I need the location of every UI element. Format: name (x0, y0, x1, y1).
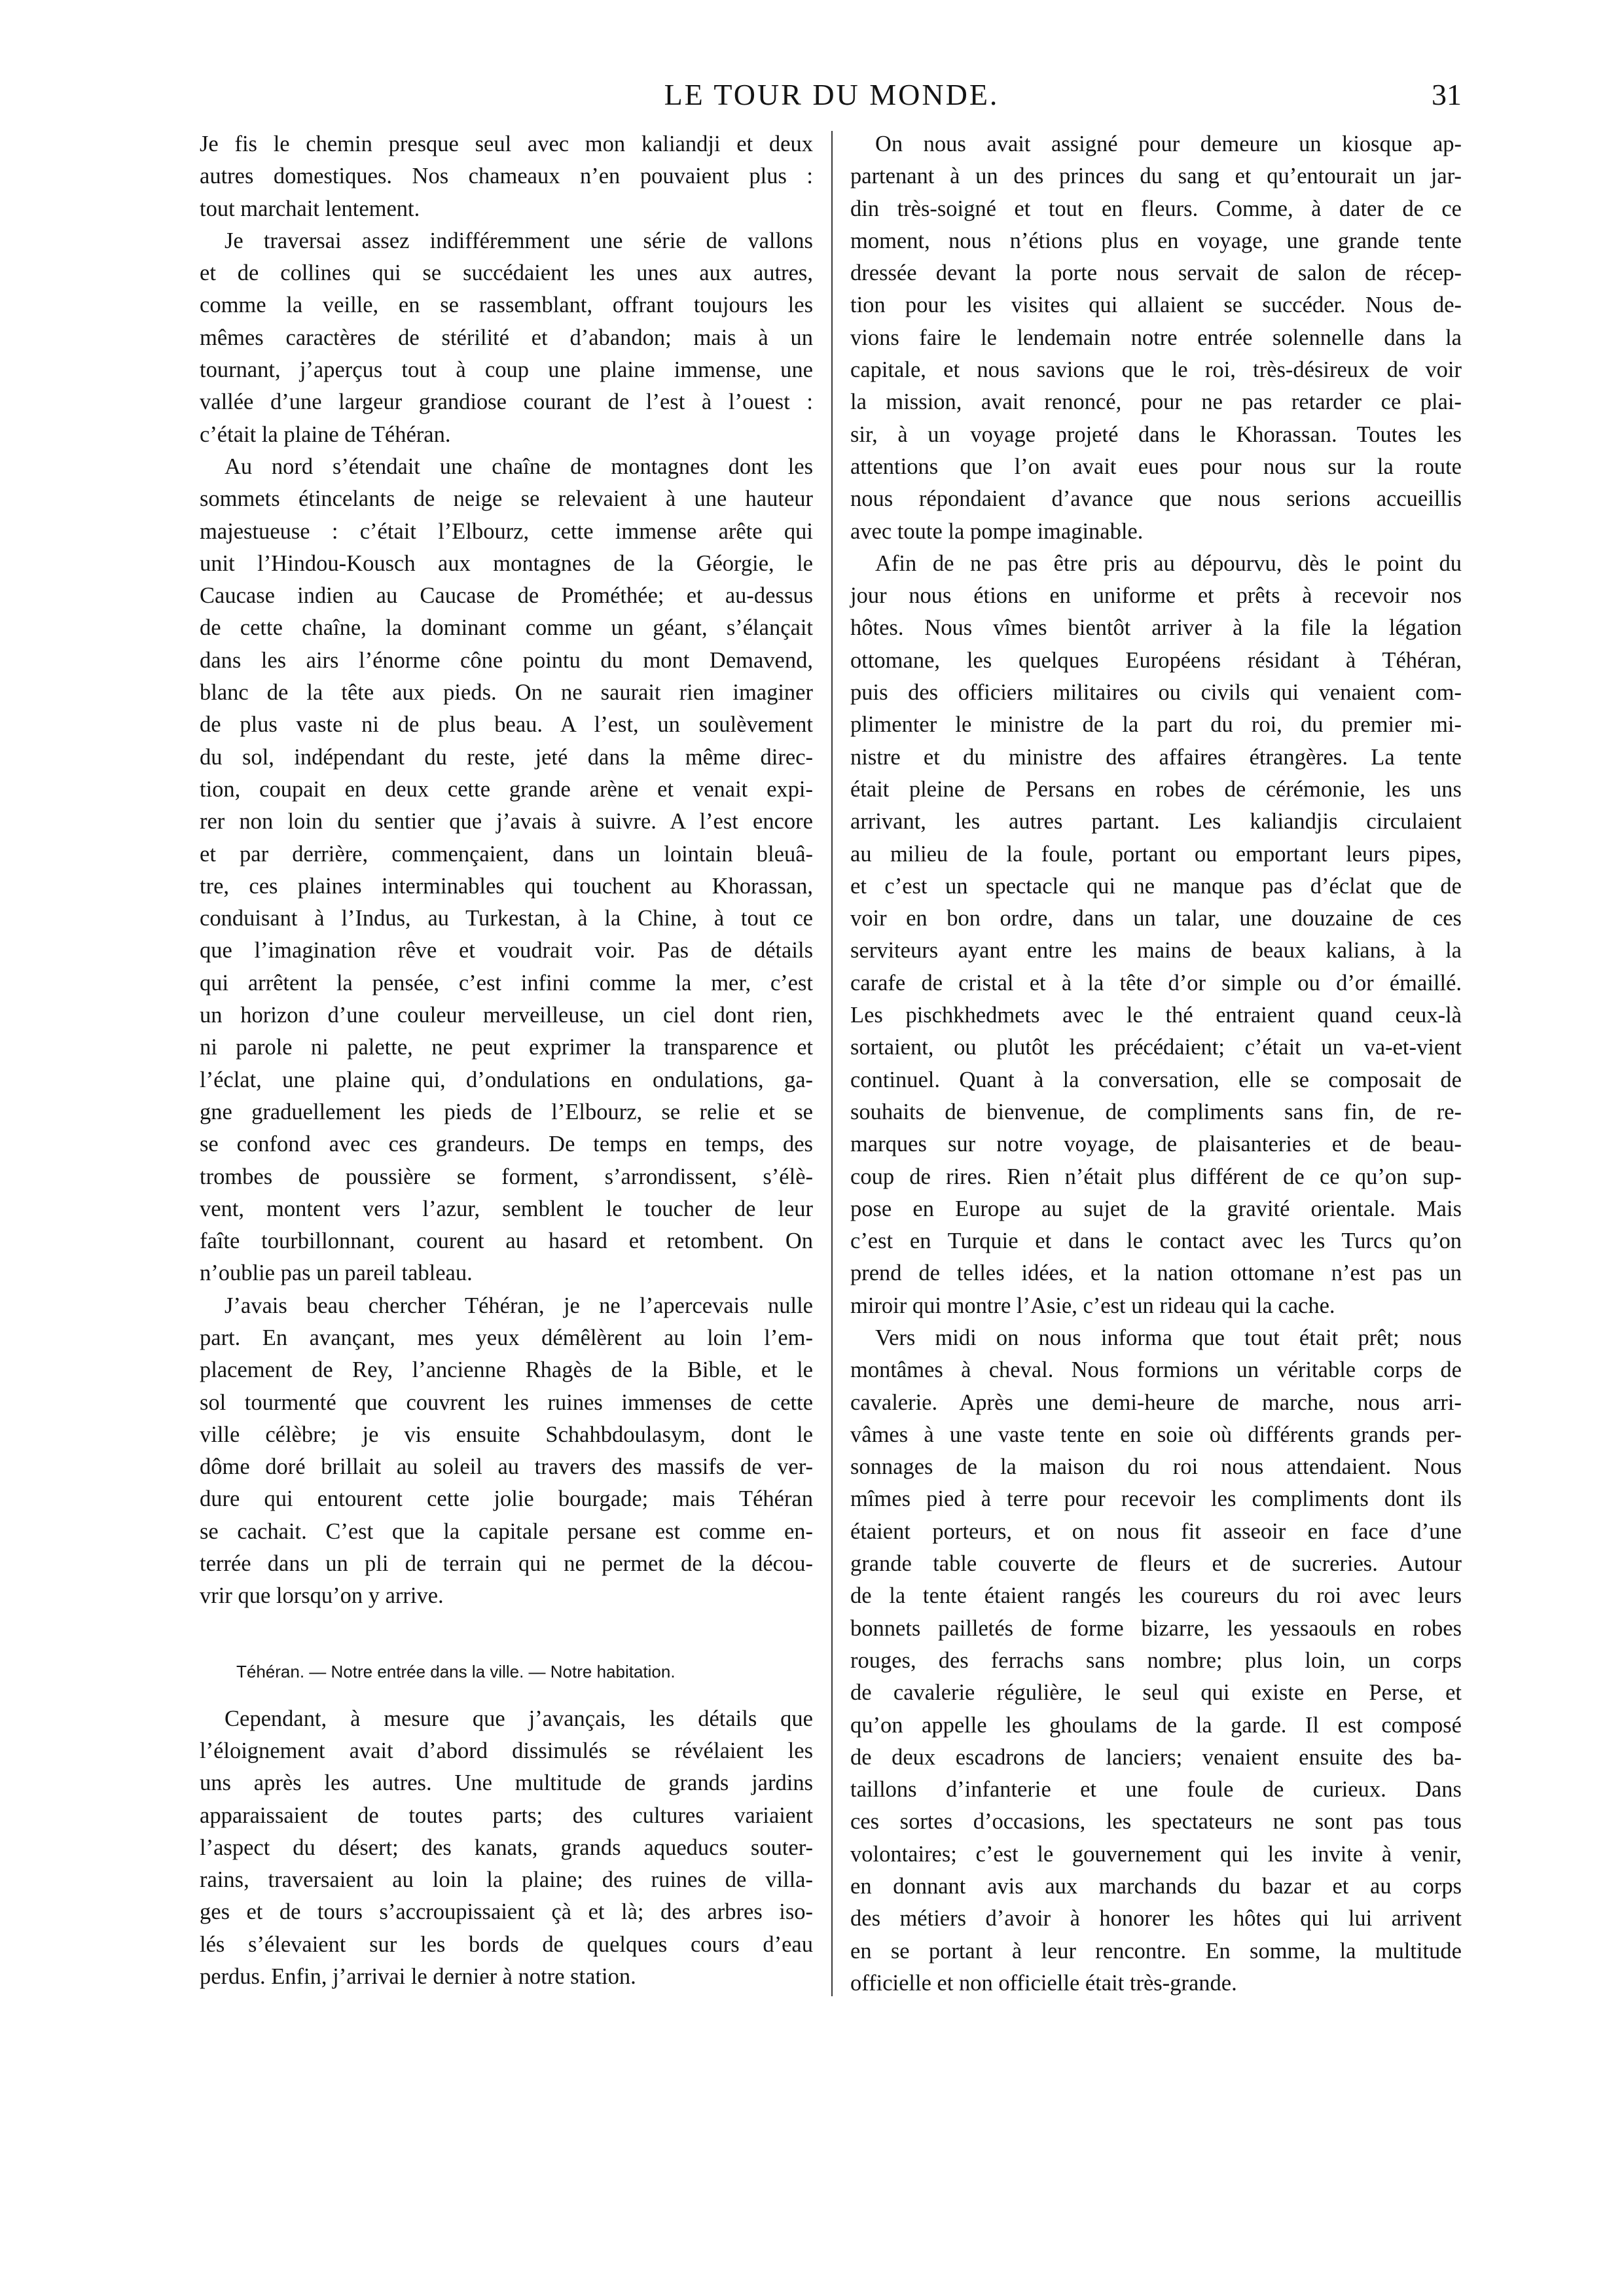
text-line: capitale, et nous savions que le roi, très-désireux de voir (850, 357, 1462, 383)
text-line: mêmes caractères de stérilité et d’abandon; mais à un (200, 325, 813, 350)
text-line: apparaissaient de toutes parts; des cultures variaient (200, 1803, 813, 1828)
text-line: voir en bon ordre, dans un talar, une douzaine de ces (850, 906, 1462, 931)
left-column (200, 128, 813, 1993)
text-line: vallée d’une largeur grandiose courant de l’est à l’ouest : (200, 389, 813, 415)
text-line: de plus vaste ni de plus beau. A l’est, un soulèvement (200, 712, 813, 738)
text-line: se confond avec ces grandeurs. De temps en temps, des (200, 1132, 813, 1157)
paragraph (850, 548, 1462, 1322)
text-line: Afin de ne pas être pris au dépourvu, dès le point du (875, 550, 1462, 576)
text-line: nous répondaient d’avance que nous serions accueillis (850, 486, 1462, 512)
text-line: était pleine de Persans en robes de cérémonie, les uns (850, 776, 1462, 802)
text-line: sortaient, ou plutôt les précédaient; c’était un va-et-vient (850, 1035, 1462, 1060)
text-line: arrivant, les autres partant. Les kaliandjis circulaient (850, 809, 1462, 834)
text-line: ni parole ni palette, ne peut exprimer la transparence et (200, 1035, 813, 1060)
running-header-title: LE TOUR DU MONDE. (664, 78, 1000, 111)
text-line: terrée dans un pli de terrain qui ne permet de la décou- (200, 1551, 813, 1577)
text-line: ottomane, les quelques Européens résidant à Téhéran, (850, 647, 1462, 673)
text-line: de deux escadrons de lanciers; venaient ensuite des ba- (850, 1744, 1462, 1770)
text-line: Caucase indien au Caucase de Prométhée; et au-dessus (200, 583, 813, 609)
text-line: au milieu de la foule, portant ou emportant leurs pipes, (850, 841, 1462, 867)
text-line: vions faire le lendemain notre entrée solennelle dans la (850, 325, 1462, 350)
text-line: vrir que lorsqu’on y arrive. (200, 1583, 444, 1609)
text-line: hôtes. Nous vîmes bientôt arriver à la file la légation (850, 615, 1462, 641)
text-line: Vers midi on nous informa que tout était prêt; nous (875, 1325, 1462, 1350)
text-line: gne graduellement les pieds de l’Elbourz, se relie et se (200, 1099, 813, 1124)
text-line: tournant, j’aperçus tout à coup une plaine immense, une (200, 357, 813, 383)
paragraph (850, 128, 1462, 548)
text-line: sommets étincelants de neige se relevaient à une hauteur (200, 486, 813, 512)
text-line: mîmes pied à terre pour recevoir les compliments dont ils (850, 1486, 1462, 1512)
text-line: majestueuse : c’était l’Elbourz, cette immense arête qui (200, 518, 813, 544)
paragraph (850, 1322, 1462, 2000)
text-line: qui arrêtent la pensée, c’est infini comme la mer, c’est (200, 970, 813, 996)
text-line: sir, à un voyage projeté dans le Khorassan. Toutes les (850, 422, 1462, 447)
paragraph (200, 451, 813, 1290)
text-line: carafe de cristal et à la tête d’or simple ou d’or émaillé. (850, 970, 1462, 996)
text-line: pose en Europe au sujet de la gravité orientale. Mais (850, 1196, 1462, 1221)
text-line: placement de Rey, l’ancienne Rhagès de la Bible, et le (200, 1357, 813, 1383)
text-line: nistre et du ministre des affaires étrangères. La tente (850, 744, 1462, 770)
text-line: taillons d’infanterie et une foule de curieux. Dans (850, 1777, 1462, 1803)
text-line: rains, traversaient au loin la plaine; des ruines de villa- (200, 1867, 813, 1893)
text-line: souhaits de bienvenue, de compliments sans fin, de re- (850, 1099, 1462, 1124)
text-line: c’est en Turquie et dans le contact avec les Turcs qu’on (850, 1229, 1462, 1254)
paragraph (200, 1290, 813, 1613)
text-line: volontaires; c’est le gouvernement qui les invite à venir, (850, 1841, 1462, 1867)
text-line: et par derrière, commençaient, dans un lointain bleuâ- (200, 841, 813, 867)
text-line: en se portant à leur rencontre. En somme, la multitude (850, 1938, 1462, 1964)
text-line: montâmes à cheval. Nous formions un véritable corps de (850, 1357, 1462, 1383)
text-line: Je traversai assez indifféremment une série de vallons (225, 228, 813, 253)
text-line: de cette chaîne, la dominant comme un géant, s’élançait (200, 615, 813, 641)
text-line: puis des officiers militaires ou civils qui venaient com- (850, 680, 1462, 706)
text-line: du sol, indépendant du reste, jeté dans la même direc- (200, 744, 813, 770)
text-line: Cependant, à mesure que j’avançais, les détails que (225, 1706, 813, 1731)
text-line: cavalerie. Après une demi-heure de marche, nous arri- (850, 1390, 1462, 1415)
text-line: moment, nous n’étions plus en voyage, une grande tente (850, 228, 1462, 253)
text-line: en donnant avis aux marchands du bazar et au corps (850, 1874, 1462, 1899)
text-line: Les pischkhedmets avec le thé entraient quand ceux-là (850, 1003, 1462, 1028)
text-line: serviteurs ayant entre les mains de beaux kalians, à la (850, 938, 1462, 963)
page-number: 31 (1432, 78, 1462, 111)
text-line: et de collines qui se succédaient les unes aux autres, (200, 260, 813, 286)
text-line: vent, montent vers l’azur, semblent le toucher de leur (200, 1196, 813, 1221)
text-line: plimenter le ministre de la part du roi, du premier mi- (850, 712, 1462, 738)
text-line: que l’imagination rêve et voudrait voir. Pas de détails (200, 938, 813, 963)
text-line: dans les airs l’énorme cône pointu du mont Demavend, (200, 647, 813, 673)
text-line: jour nous étions en uniforme et prêts à recevoir nos (850, 583, 1462, 609)
text-line: la mission, avait renoncé, pour ne pas retarder ce plai- (850, 389, 1462, 415)
text-line: l’éloignement avait d’abord dissimulés se révélaient les (200, 1738, 813, 1763)
text-line: partenant à un des princes du sang et qu’entourait un jar- (850, 164, 1462, 189)
text-line: attentions que l’on avait eues pour nous sur la route (850, 454, 1462, 479)
text-line: marques sur notre voyage, de plaisanteries et de beau- (850, 1132, 1462, 1157)
paragraph (200, 1703, 813, 1994)
text-line: tion pour les visites qui allaient se succéder. Nous de- (850, 293, 1462, 318)
text-line: se cachait. C’est que la capitale persane est comme en- (200, 1518, 813, 1544)
text-line: ville célèbre; je vis ensuite Schahbdoulasym, dont le (200, 1422, 813, 1447)
text-line: On nous avait assigné pour demeure un kiosque ap- (875, 132, 1462, 156)
text-line: un horizon d’une couleur merveilleuse, un ciel dont rien, (200, 1003, 813, 1028)
text-line: sol tourmenté que couvrent les ruines immenses de cette (200, 1390, 813, 1415)
text-line: bonnets pailletés de forme bizarre, les yessaouls en robes (850, 1615, 1462, 1641)
text-line: blanc de la tête aux pieds. On ne saurait rien imaginer (200, 680, 813, 706)
text-line: miroir qui montre l’Asie, c’est un rideau qui la cache. (850, 1293, 1335, 1318)
text-line: continuel. Quant à la conversation, elle se composait de (850, 1067, 1462, 1092)
right-paragraphs (850, 128, 1462, 2000)
left-paragraphs-after (200, 1703, 813, 1994)
text-line: dressée devant la porte nous servait de salon de récep- (850, 260, 1462, 286)
text-line: ces sortes d’occasions, les spectateurs ne sont pas tous (850, 1809, 1462, 1835)
text-line: uns après les autres. Une multitude de grands jardins (200, 1770, 813, 1796)
text-line: Au nord s’étendait une chaîne de montagnes dont les (225, 454, 813, 479)
text-line: avec toute la pompe imaginable. (850, 518, 1144, 544)
text-line: tout marchait lentement. (200, 196, 420, 221)
text-line: autres domestiques. Nos chameaux n’en pouvaient plus : (200, 164, 813, 189)
text-line: dôme doré brillait au soleil au travers des massifs de ver- (200, 1454, 813, 1480)
text-line: rouges, des ferrachs sans nombre; plus loin, un corps (850, 1647, 1462, 1673)
text-line: conduisant à l’Indus, au Turkestan, à la Chine, à tout ce (200, 906, 813, 931)
text-line: Je fis le chemin presque seul avec mon kaliandji et deux (200, 132, 813, 156)
text-line: prend de telles idées, et la nation ottomane n’est pas un (850, 1261, 1462, 1286)
text-line: l’éclat, une plaine qui, d’ondulations en ondulations, ga- (200, 1067, 813, 1092)
text-line: officielle et non officielle était très-grande. (850, 1970, 1237, 1996)
text-line: tre, ces plaines interminables qui touchent au Khorassan, (200, 873, 813, 899)
left-paragraphs-before (200, 128, 813, 1613)
text-line: l’aspect du désert; des kanats, grands aqueducs souter- (200, 1835, 813, 1860)
text-line: faîte tourbillonnant, courent au hasard et retombent. On (200, 1229, 813, 1254)
text-line: trombes de poussière se forment, s’arrondissent, s’élè- (200, 1164, 813, 1189)
text-line: qu’on appelle les ghoulams de la garde. Il est composé (850, 1712, 1462, 1738)
text-line: n’oublie pas un pareil tableau. (200, 1261, 473, 1286)
text-line: c’était la plaine de Téhéran. (200, 422, 451, 447)
text-line: part. En avançant, mes yeux démêlèrent au loin l’em- (200, 1325, 813, 1350)
text-line: J’avais beau chercher Téhéran, je ne l’apercevais nulle (225, 1293, 813, 1318)
text-line: rer non loin du sentier que j’avais à suivre. A l’est encore (200, 809, 813, 834)
text-line: ges et de tours s’accroupissaient çà et là; des arbres iso- (200, 1899, 813, 1925)
text-line: vâmes à une vaste tente en soie où différents grands per- (850, 1422, 1462, 1447)
text-line: comme la veille, en se rassemblant, offrant toujours les (200, 293, 813, 318)
column-divider (831, 131, 833, 1996)
text-line: perdus. Enfin, j’arrivai le dernier à notre station. (200, 1964, 636, 1990)
text-line: et c’est un spectacle qui ne manque pas d’éclat que de (850, 873, 1462, 899)
text-line: dure qui entourent cette jolie bourgade; mais Téhéran (200, 1486, 813, 1512)
right-column (850, 128, 1462, 2000)
text-line: lés s’élevaient sur les bords de quelques cours d’eau (200, 1931, 813, 1957)
text-line: des métiers d’avoir à honorer les hôtes qui lui arrivent (850, 1906, 1462, 1931)
text-line: tion, coupait en deux cette grande arène et venait expi- (200, 776, 813, 802)
text-line: unit l’Hindou-Kousch aux montagnes de la Géorgie, le (200, 550, 813, 576)
text-line: grande table couverte de fleurs et de sucreries. Autour (850, 1551, 1462, 1577)
text-line: de cavalerie régulière, le seul qui existe en Perse, et (850, 1680, 1462, 1706)
paragraph (200, 225, 813, 451)
paragraph (200, 128, 813, 225)
text-line: din très-soigné et tout en fleurs. Comme, à dater de ce (850, 196, 1462, 221)
text-line: sonnages de la maison du roi nous attendaient. Nous (850, 1454, 1462, 1480)
text-line: coup de rires. Rien n’était plus différent de ce qu’on sup- (850, 1164, 1462, 1189)
text-line: étaient porteurs, et on nous fit asseoir en face d’une (850, 1518, 1462, 1544)
section-heading: Téhéran. — Notre entrée dans la ville. — Notre habitation. (236, 1661, 676, 1681)
text-line: de la tente étaient rangés les coureurs du roi avec leurs (850, 1583, 1462, 1609)
